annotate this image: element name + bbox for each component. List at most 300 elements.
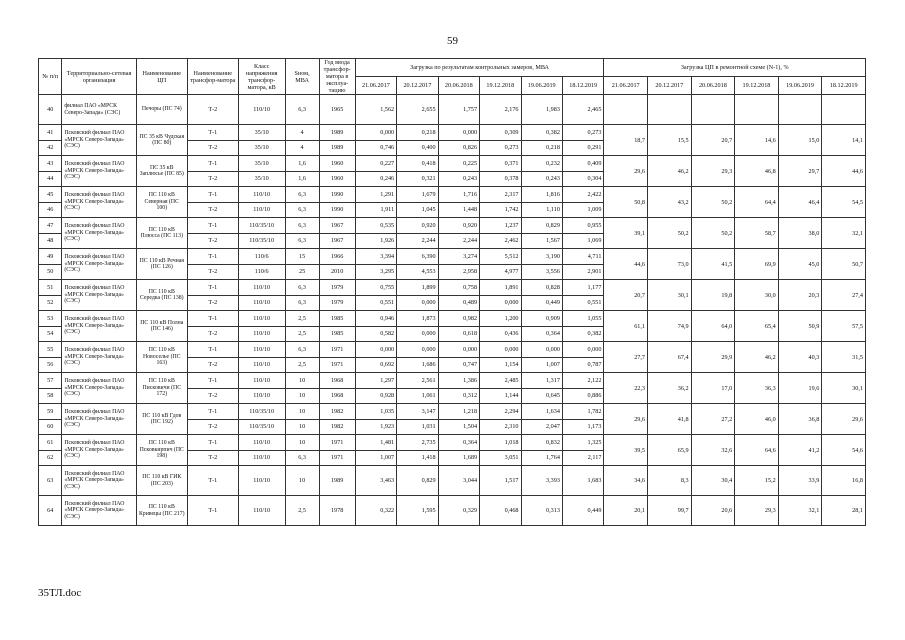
repair-load-value: 73,0 bbox=[648, 249, 692, 280]
load-value: 0,489 bbox=[438, 295, 479, 311]
transformer-name: Т-2 bbox=[187, 357, 238, 373]
voltage-class: 110/10 bbox=[238, 466, 285, 496]
snom-value: 10 bbox=[285, 466, 319, 496]
load-value: 0,828 bbox=[521, 280, 562, 296]
load-value: 1,055 bbox=[562, 311, 603, 327]
load-value: 0,832 bbox=[521, 435, 562, 451]
load-value: 0,449 bbox=[562, 496, 603, 526]
voltage-class: 110/6 bbox=[238, 264, 285, 280]
load-value: 0,273 bbox=[480, 140, 521, 156]
load-value: 2,244 bbox=[397, 233, 438, 249]
voltage-class: 110/10 bbox=[238, 342, 285, 358]
repair-load-value: 29,9 bbox=[691, 342, 735, 373]
repair-load-value: 14,1 bbox=[822, 125, 866, 156]
load-value: 2,462 bbox=[480, 233, 521, 249]
load-value: 1,418 bbox=[397, 450, 438, 466]
load-value: 2,465 bbox=[562, 95, 603, 125]
load-value: 0,886 bbox=[562, 388, 603, 404]
repair-load-value: 54,5 bbox=[822, 187, 866, 218]
repair-load-value: 50,2 bbox=[691, 218, 735, 249]
year-value: 1971 bbox=[319, 435, 355, 451]
load-value: 0,218 bbox=[521, 140, 562, 156]
year-value: 1979 bbox=[319, 280, 355, 296]
repair-load-value: 50,2 bbox=[691, 187, 735, 218]
repair-load-value: 50,7 bbox=[822, 249, 866, 280]
cp-name: ПС 110 кВ Речная (ПС 126) bbox=[136, 249, 187, 280]
transformer-name: Т-1 bbox=[187, 404, 238, 420]
transformer-name: Т-1 bbox=[187, 466, 238, 496]
load-value: 6,390 bbox=[397, 249, 438, 265]
load-value: 1,218 bbox=[438, 404, 479, 420]
row-number: 63 bbox=[39, 466, 62, 496]
repair-load-value: 14,6 bbox=[735, 125, 779, 156]
snom-value: 6,3 bbox=[285, 202, 319, 218]
load-value: 2,117 bbox=[562, 450, 603, 466]
load-value: 1,007 bbox=[521, 357, 562, 373]
load-value: 2,655 bbox=[397, 95, 438, 125]
load-value: 0,218 bbox=[397, 125, 438, 141]
repair-load-value: 15,0 bbox=[778, 125, 822, 156]
cp-name: ПС 110 кВ ГИК (ПС 203) bbox=[136, 466, 187, 496]
snom-value: 10 bbox=[285, 419, 319, 435]
org-name: Псковский филиал ПАО «МРСК Северо-Запада» (СЭС) bbox=[62, 280, 136, 311]
snom-value: 4 bbox=[285, 140, 319, 156]
load-value: 1,911 bbox=[355, 202, 396, 218]
load-value: 1,816 bbox=[521, 187, 562, 203]
org-name: Псковский филиал ПАО «МРСК Северо-Запада» (СЭС) bbox=[62, 187, 136, 218]
snom-value: 1,6 bbox=[285, 156, 319, 172]
table-row bbox=[39, 311, 866, 327]
load-value: 0,645 bbox=[521, 388, 562, 404]
repair-load-value: 67,4 bbox=[648, 342, 692, 373]
load-value: 0,000 bbox=[397, 342, 438, 358]
org-name: Псковский филиал ПАО «МРСК Северо-Запада» (СЭС) bbox=[62, 125, 136, 156]
transformer-name: Т-1 bbox=[187, 373, 238, 389]
load-value: 1,891 bbox=[480, 280, 521, 296]
cp-name: ПС 35 кВ Заплюсье (ПС 85) bbox=[136, 156, 187, 187]
load-value: 1,504 bbox=[438, 419, 479, 435]
load-value: 0,371 bbox=[480, 156, 521, 172]
transformer-name: Т-2 bbox=[187, 295, 238, 311]
load-value: 4,977 bbox=[480, 264, 521, 280]
year-value: 1982 bbox=[319, 419, 355, 435]
load-value: 2,294 bbox=[480, 404, 521, 420]
load-value: 1,983 bbox=[521, 95, 562, 125]
load-value: 0,920 bbox=[438, 218, 479, 234]
voltage-class: 110/10 bbox=[238, 280, 285, 296]
year-value: 1982 bbox=[319, 404, 355, 420]
year-value: 2010 bbox=[319, 264, 355, 280]
load-value: 2,901 bbox=[562, 264, 603, 280]
repair-load-value: 29,7 bbox=[778, 156, 822, 187]
voltage-class: 110/10 bbox=[238, 187, 285, 203]
repair-load-value: 61,1 bbox=[604, 311, 648, 342]
load-value: 0,382 bbox=[562, 326, 603, 342]
table-row bbox=[39, 342, 866, 358]
snom-value: 10 bbox=[285, 404, 319, 420]
repair-load-empty bbox=[691, 95, 735, 125]
load-value: 0,329 bbox=[438, 496, 479, 526]
cp-name: ПС 110 кВ Северная (ПС 100) bbox=[136, 187, 187, 218]
repair-load-value: 41,8 bbox=[648, 404, 692, 435]
year-value: 1989 bbox=[319, 140, 355, 156]
load-value: 3,394 bbox=[355, 249, 396, 265]
repair-load-value: 27,7 bbox=[604, 342, 648, 373]
repair-load-empty bbox=[604, 95, 648, 125]
cp-name: ПС 35 кВ Чудская (ПС 80) bbox=[136, 125, 187, 156]
table-row bbox=[39, 125, 866, 141]
row-number: 51 bbox=[39, 280, 62, 296]
table-row bbox=[39, 280, 866, 296]
year-value: 1985 bbox=[319, 311, 355, 327]
load-value: 2,958 bbox=[438, 264, 479, 280]
repair-load-value: 32,6 bbox=[691, 435, 735, 466]
repair-load-value: 19,6 bbox=[778, 373, 822, 404]
load-value: 0,928 bbox=[355, 388, 396, 404]
cp-name: ПС 110 кВ Писковичи (ПС 172) bbox=[136, 373, 187, 404]
repair-load-value: 64,6 bbox=[735, 435, 779, 466]
load-value: 0,582 bbox=[355, 326, 396, 342]
load-value: 4,711 bbox=[562, 249, 603, 265]
year-value: 1978 bbox=[319, 496, 355, 526]
voltage-class: 110/10 bbox=[238, 373, 285, 389]
table-row bbox=[39, 95, 866, 125]
load-value: 0,273 bbox=[562, 125, 603, 141]
transformer-name: Т-2 bbox=[187, 202, 238, 218]
transformer-name: Т-1 bbox=[187, 342, 238, 358]
org-name: Псковский филиал ПАО «МРСК Северо-Запада» (СЭС) bbox=[62, 404, 136, 435]
snom-value: 2,5 bbox=[285, 311, 319, 327]
transformer-name: Т-2 bbox=[187, 419, 238, 435]
voltage-class: 110/10 bbox=[238, 95, 285, 125]
transformer-name: Т-1 bbox=[187, 156, 238, 172]
header-repair-date: 20.12.2017 bbox=[648, 77, 692, 95]
repair-load-value: 50,2 bbox=[648, 218, 692, 249]
year-value: 1979 bbox=[319, 295, 355, 311]
load-value: 0,436 bbox=[480, 326, 521, 342]
snom-value: 6,3 bbox=[285, 95, 319, 125]
load-value: 0,227 bbox=[355, 156, 396, 172]
load-value: 0,551 bbox=[562, 295, 603, 311]
load-value: 1,899 bbox=[397, 280, 438, 296]
load-value: 0,378 bbox=[480, 171, 521, 187]
load-value: 0,920 bbox=[397, 218, 438, 234]
load-value: 1,517 bbox=[480, 466, 521, 496]
year-value: 1971 bbox=[319, 342, 355, 358]
repair-load-value: 27,4 bbox=[822, 280, 866, 311]
load-value: 1,683 bbox=[562, 466, 603, 496]
repair-load-value: 18,7 bbox=[604, 125, 648, 156]
load-value: 0,000 bbox=[397, 326, 438, 342]
cp-name: ПС 110 кВ Новоселье (ПС 163) bbox=[136, 342, 187, 373]
footer-filename: 35ТЛ.doc bbox=[38, 587, 82, 599]
load-value: 1,173 bbox=[562, 419, 603, 435]
load-value: 1,764 bbox=[521, 450, 562, 466]
voltage-class: 110/10 bbox=[238, 388, 285, 404]
load-value: 0,243 bbox=[521, 171, 562, 187]
header-repair-date: 20.06.2018 bbox=[691, 77, 735, 95]
repair-load-value: 32,1 bbox=[778, 496, 822, 526]
year-value: 1971 bbox=[319, 450, 355, 466]
transformer-name: Т-2 bbox=[187, 388, 238, 404]
repair-load-value: 74,9 bbox=[648, 311, 692, 342]
load-value: 0,000 bbox=[438, 342, 479, 358]
repair-load-value: 20,7 bbox=[691, 125, 735, 156]
cp-name: ПС 110 кВ Кривецы (ПС 217) bbox=[136, 496, 187, 526]
snom-value: 2,5 bbox=[285, 357, 319, 373]
row-number: 45 bbox=[39, 187, 62, 203]
row-number: 42 bbox=[39, 140, 62, 156]
load-value: 0,909 bbox=[521, 311, 562, 327]
load-value: 0,418 bbox=[397, 156, 438, 172]
transformer-name: Т-2 bbox=[187, 95, 238, 125]
transformer-name: Т-1 bbox=[187, 280, 238, 296]
snom-value: 6,3 bbox=[285, 187, 319, 203]
org-name: Псковский филиал ПАО «МРСК Северо-Запада» (СЭС) bbox=[62, 496, 136, 526]
row-number: 58 bbox=[39, 388, 62, 404]
table-row bbox=[39, 156, 866, 172]
repair-load-empty bbox=[735, 95, 779, 125]
load-value: 0,246 bbox=[355, 171, 396, 187]
repair-load-value: 38,0 bbox=[778, 218, 822, 249]
repair-load-value: 99,7 bbox=[648, 496, 692, 526]
load-value: 0,243 bbox=[438, 171, 479, 187]
header-load-date: 18.12.2019 bbox=[562, 77, 603, 95]
load-value: 3,393 bbox=[521, 466, 562, 496]
load-value: 0,225 bbox=[438, 156, 479, 172]
load-value: 0,829 bbox=[397, 466, 438, 496]
snom-value: 4 bbox=[285, 125, 319, 141]
row-number: 49 bbox=[39, 249, 62, 265]
transformer-name: Т-2 bbox=[187, 326, 238, 342]
row-number: 53 bbox=[39, 311, 62, 327]
load-value: 2,176 bbox=[480, 95, 521, 125]
repair-load-empty bbox=[822, 95, 866, 125]
repair-load-value: 19,8 bbox=[691, 280, 735, 311]
header-repair-date: 18.12.2019 bbox=[822, 77, 866, 95]
transformer-name: Т-2 bbox=[187, 264, 238, 280]
repair-load-value: 57,5 bbox=[822, 311, 866, 342]
load-value: 5,512 bbox=[480, 249, 521, 265]
year-value: 1989 bbox=[319, 125, 355, 141]
load-value: 0,000 bbox=[521, 342, 562, 358]
snom-value: 10 bbox=[285, 373, 319, 389]
load-value: 3,044 bbox=[438, 466, 479, 496]
repair-load-value: 50,8 bbox=[604, 187, 648, 218]
load-value: 0,364 bbox=[521, 326, 562, 342]
repair-load-value: 46,0 bbox=[735, 404, 779, 435]
year-value: 1966 bbox=[319, 249, 355, 265]
repair-load-value: 44,6 bbox=[604, 249, 648, 280]
repair-load-value: 22,3 bbox=[604, 373, 648, 404]
cp-name: ПС 110 кВ Гдов (ПС 192) bbox=[136, 404, 187, 435]
load-value: 0,000 bbox=[397, 295, 438, 311]
voltage-class: 35/10 bbox=[238, 125, 285, 141]
load-value: 1,923 bbox=[355, 419, 396, 435]
load-value: 1,069 bbox=[562, 233, 603, 249]
load-value: 3,274 bbox=[438, 249, 479, 265]
header-repair-date: 19.12.2018 bbox=[735, 77, 779, 95]
transformer-name: Т-1 bbox=[187, 218, 238, 234]
load-value: 3,556 bbox=[521, 264, 562, 280]
transformer-name: Т-1 bbox=[187, 249, 238, 265]
row-number: 60 bbox=[39, 419, 62, 435]
load-value: 1,154 bbox=[480, 357, 521, 373]
repair-load-value: 20,7 bbox=[604, 280, 648, 311]
repair-load-value: 29,6 bbox=[604, 404, 648, 435]
load-value: 1,297 bbox=[355, 373, 396, 389]
year-value: 1967 bbox=[319, 233, 355, 249]
load-value: 0,000 bbox=[355, 342, 396, 358]
load-value: 4,553 bbox=[397, 264, 438, 280]
voltage-class: 110/35/10 bbox=[238, 404, 285, 420]
load-value: 1,386 bbox=[438, 373, 479, 389]
repair-load-value: 30,1 bbox=[822, 373, 866, 404]
load-value: 0,829 bbox=[521, 218, 562, 234]
repair-load-empty bbox=[778, 95, 822, 125]
load-value: 2,422 bbox=[562, 187, 603, 203]
load-value: 2,244 bbox=[438, 233, 479, 249]
load-value: 2,561 bbox=[397, 373, 438, 389]
repair-load-value: 30,4 bbox=[691, 466, 735, 496]
repair-load-value: 30,1 bbox=[648, 280, 692, 311]
load-value: 1,689 bbox=[438, 450, 479, 466]
repair-load-value: 46,4 bbox=[778, 187, 822, 218]
header-repair-date: 19.06.2019 bbox=[778, 77, 822, 95]
load-value: 0,321 bbox=[397, 171, 438, 187]
repair-load-value: 64,4 bbox=[735, 187, 779, 218]
row-number: 55 bbox=[39, 342, 62, 358]
header-load-date: 19.12.2018 bbox=[480, 77, 521, 95]
header-repair-date: 21.06.2017 bbox=[604, 77, 648, 95]
load-value: 1,567 bbox=[521, 233, 562, 249]
voltage-class: 110/10 bbox=[238, 202, 285, 218]
year-value: 1968 bbox=[319, 388, 355, 404]
row-number: 41 bbox=[39, 125, 62, 141]
org-name: Псковский филиал ПАО «МРСК Северо-Запада» (СЭС) bbox=[62, 466, 136, 496]
row-number: 56 bbox=[39, 357, 62, 373]
transformer-name: Т-2 bbox=[187, 233, 238, 249]
load-value: 1,031 bbox=[397, 419, 438, 435]
row-number: 46 bbox=[39, 202, 62, 218]
row-number: 54 bbox=[39, 326, 62, 342]
transformer-name: Т-2 bbox=[187, 140, 238, 156]
row-number: 57 bbox=[39, 373, 62, 389]
header-load-date: 21.06.2017 bbox=[355, 77, 396, 95]
voltage-class: 110/35/10 bbox=[238, 233, 285, 249]
repair-load-value: 44,6 bbox=[822, 156, 866, 187]
header-load-date: 20.12.2017 bbox=[397, 77, 438, 95]
voltage-class: 110/10 bbox=[238, 496, 285, 526]
load-value: 0,787 bbox=[562, 357, 603, 373]
table-row bbox=[39, 218, 866, 234]
load-value: 1,595 bbox=[397, 496, 438, 526]
load-value: 3,295 bbox=[355, 264, 396, 280]
row-number: 44 bbox=[39, 171, 62, 187]
load-value: 1,448 bbox=[438, 202, 479, 218]
org-name: Псковский филиал ПАО «МРСК Северо-Запада» (СЭС) bbox=[62, 156, 136, 187]
row-number: 62 bbox=[39, 450, 62, 466]
voltage-class: 110/35/10 bbox=[238, 218, 285, 234]
cp-name: ПС 110 кВ Середка (ПС 138) bbox=[136, 280, 187, 311]
load-value: 1,035 bbox=[355, 404, 396, 420]
org-name: Псковский филиал ПАО «МРСК Северо-Запада» (СЭС) bbox=[62, 311, 136, 342]
load-value: 0,291 bbox=[562, 140, 603, 156]
row-number: 64 bbox=[39, 496, 62, 526]
transformer-name: Т-1 bbox=[187, 187, 238, 203]
year-value: 1967 bbox=[319, 218, 355, 234]
load-value: 1,873 bbox=[397, 311, 438, 327]
voltage-class: 110/10 bbox=[238, 311, 285, 327]
snom-value: 2,5 bbox=[285, 496, 319, 526]
load-value: 2,317 bbox=[480, 187, 521, 203]
load-value: 0,313 bbox=[521, 496, 562, 526]
row-number: 59 bbox=[39, 404, 62, 420]
repair-load-value: 45,0 bbox=[778, 249, 822, 280]
load-value: 1,317 bbox=[521, 373, 562, 389]
transformer-name: Т-1 bbox=[187, 435, 238, 451]
snom-value: 15 bbox=[285, 249, 319, 265]
snom-value: 6,3 bbox=[285, 342, 319, 358]
load-value: 0,758 bbox=[438, 280, 479, 296]
load-value: 2,485 bbox=[480, 373, 521, 389]
load-value: 0,409 bbox=[562, 156, 603, 172]
transformer-name: Т-1 bbox=[187, 125, 238, 141]
voltage-class: 110/10 bbox=[238, 450, 285, 466]
org-name: Псковский филиал ПАО «МРСК Северо-Запада» (СЭС) bbox=[62, 435, 136, 466]
table-row bbox=[39, 466, 866, 496]
voltage-class: 110/10 bbox=[238, 357, 285, 373]
header-transformer: Наименование трансфор-матора bbox=[187, 59, 238, 95]
repair-load-value: 17,0 bbox=[691, 373, 735, 404]
table-row bbox=[39, 435, 866, 451]
repair-load-value: 46,2 bbox=[648, 156, 692, 187]
repair-load-empty bbox=[648, 95, 692, 125]
load-value: 1,177 bbox=[562, 280, 603, 296]
load-value: 3,190 bbox=[521, 249, 562, 265]
repair-load-value: 46,8 bbox=[735, 156, 779, 187]
load-value: 0,747 bbox=[438, 357, 479, 373]
load-value: 1,018 bbox=[480, 435, 521, 451]
transformer-name: Т-2 bbox=[187, 171, 238, 187]
load-value: 0,382 bbox=[521, 125, 562, 141]
repair-load-value: 20,3 bbox=[778, 280, 822, 311]
cp-name: ПС 110 кВ Псковкирпич (ПС 198) bbox=[136, 435, 187, 466]
load-value: 1,742 bbox=[480, 202, 521, 218]
voltage-class: 35/10 bbox=[238, 140, 285, 156]
load-value: 3,051 bbox=[480, 450, 521, 466]
snom-value: 6,3 bbox=[285, 295, 319, 311]
snom-value: 6,3 bbox=[285, 450, 319, 466]
repair-load-value: 20,6 bbox=[691, 496, 735, 526]
repair-load-value: 29,6 bbox=[604, 156, 648, 187]
load-value: 2,122 bbox=[562, 373, 603, 389]
header-cp: Наименование ЦП bbox=[136, 59, 187, 95]
header-load-date: 19.06.2019 bbox=[521, 77, 562, 95]
repair-load-value: 50,9 bbox=[778, 311, 822, 342]
voltage-class: 35/10 bbox=[238, 171, 285, 187]
repair-load-value: 34,6 bbox=[604, 466, 648, 496]
page-number: 59 bbox=[447, 35, 458, 47]
load-value: 1,926 bbox=[355, 233, 396, 249]
row-number: 43 bbox=[39, 156, 62, 172]
row-number: 47 bbox=[39, 218, 62, 234]
snom-value: 25 bbox=[285, 264, 319, 280]
load-value: 1,325 bbox=[562, 435, 603, 451]
voltage-class: 110/10 bbox=[238, 295, 285, 311]
year-value: 1971 bbox=[319, 357, 355, 373]
voltage-class: 110/10 bbox=[238, 435, 285, 451]
